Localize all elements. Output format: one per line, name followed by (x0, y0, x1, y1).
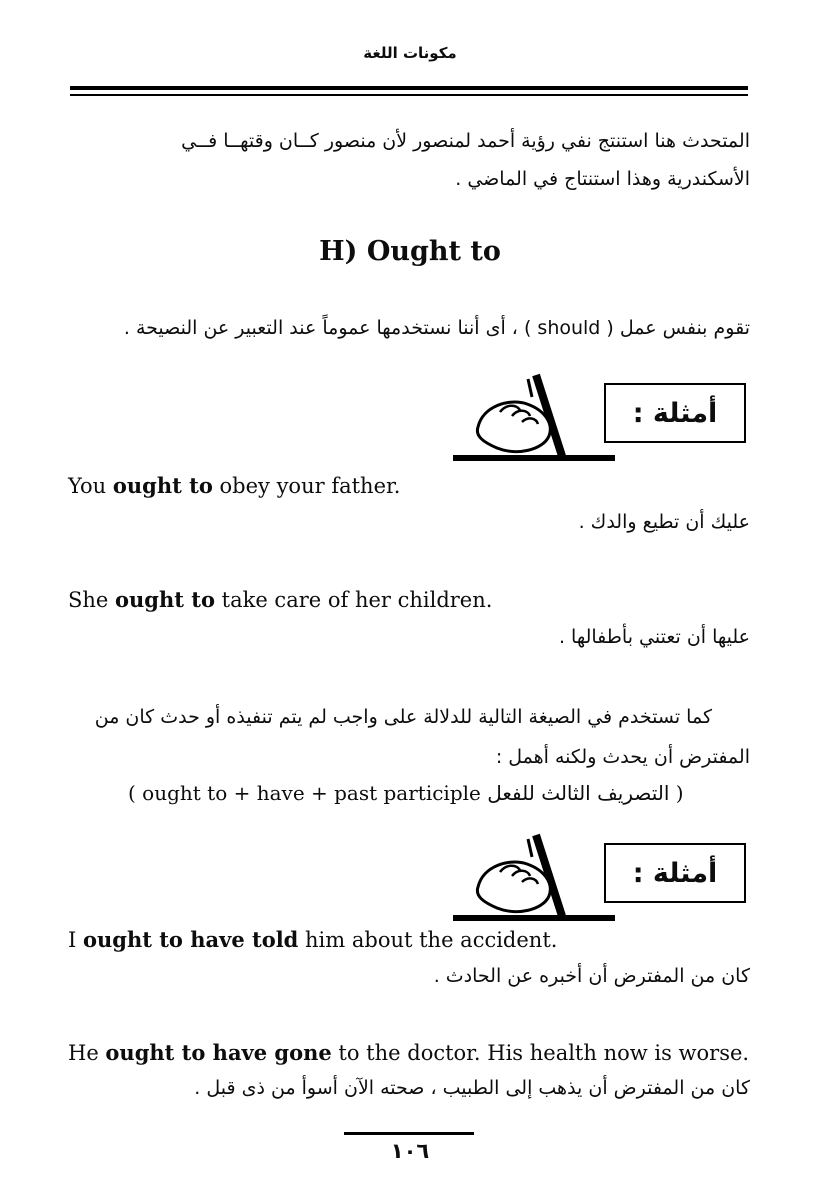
example-1-en-pre: You (68, 474, 113, 498)
example-2-arabic: عليها أن تعتني بأطفالها . (558, 626, 750, 648)
formula-ar: التصريف الثالث للفعل (487, 781, 670, 805)
page-number: ١٠٦ (390, 1139, 430, 1163)
examples-label-box-2 (604, 843, 746, 903)
intro-line-1: المتحدث هنا استنتج نفي رؤية أحمد لمنصور لأن منصور كــان وقتهــا فــي (181, 130, 750, 152)
example-2-en-pre: She (68, 588, 116, 612)
example-2-en-post: take care of her children. (214, 588, 493, 612)
example-1-arabic: عليك أن تطيع والدك . (578, 511, 750, 533)
usage2-line-2: المفترض أن يحدث ولكنه أهمل : (495, 746, 750, 768)
formula-close: ) (669, 781, 684, 805)
example-3-arabic: كان من المفترض أن أخبره عن الحادث . (433, 965, 750, 987)
example-3-english (68, 927, 762, 952)
writing-hand-icon (448, 371, 620, 467)
usage-note: تقوم بنفس عمل ( should ) ، أى أننا نستخدمها عموماً عند التعبير عن النصيحة . (123, 317, 750, 339)
formula-line (128, 781, 760, 805)
example-4-english (68, 1040, 762, 1065)
example-2-english (68, 587, 762, 612)
section-heading: H) Ought to (319, 236, 501, 267)
example-3-en-pre: I (68, 928, 83, 952)
footer-rule (344, 1132, 474, 1135)
example-2-en-bold: ought to (115, 587, 215, 612)
example-4-en-bold: ought to have gone (105, 1040, 332, 1065)
formula-en: ( ought to + have + past participle (128, 781, 488, 805)
intro-paragraph (58, 122, 750, 198)
example-3-en-post: him about the accident. (298, 928, 558, 952)
example-3-en-bold: ought to have told (82, 927, 299, 952)
examples-label-1: أمثلة : (632, 397, 718, 429)
header-double-rule (70, 86, 748, 96)
intro-line-2: الأسكندرية وهذا استنتاج في الماضي . (455, 168, 750, 190)
examples-label-box-1 (604, 383, 746, 443)
usage2-paragraph (58, 697, 750, 777)
example-1-english (68, 473, 762, 498)
examples-label-2: أمثلة : (632, 857, 718, 889)
example-1-en-post: obey your father. (212, 474, 401, 498)
example-1-en-bold: ought to (112, 473, 213, 498)
example-4-en-pre: He (68, 1041, 106, 1065)
page-header-title: مكونات اللغة (363, 44, 457, 62)
example-4-arabic: كان من المفترض أن يذهب إلى الطبيب ، صحته الآن أسوأ من ذى قبل . (194, 1077, 750, 1099)
example-4-en-post: to the doctor. His health now is worse. (331, 1041, 750, 1065)
writing-hand-icon (448, 831, 620, 927)
usage2-line-1: كما تستخدم في الصيغة التالية للدلالة على واجب لم يتم تنفيذه أو حدث كان من (94, 706, 712, 728)
